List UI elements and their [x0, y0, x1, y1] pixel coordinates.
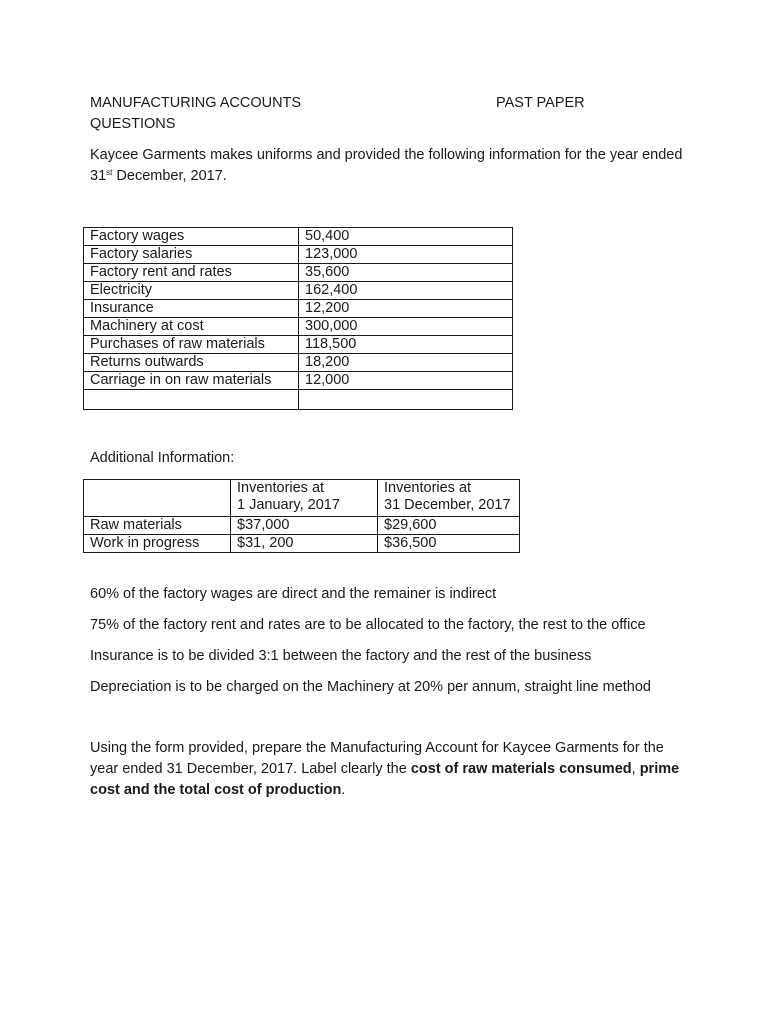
inventory-start-cell: $37,000 [231, 517, 378, 535]
intro-text: Kaycee Garments makes uniforms and provided the following information for the year ended 31 [90, 147, 683, 184]
table-row [84, 246, 513, 264]
cost-value-cell: 123,000 [299, 246, 513, 264]
document-title [90, 93, 301, 135]
instruction-paragraph [90, 738, 680, 801]
cost-value-cell: 12,200 [299, 300, 513, 318]
cost-label-cell: Factory rent and rates [84, 264, 299, 282]
cost-value-cell [299, 390, 513, 410]
instruction-comma: , [631, 761, 640, 777]
inventory-label-cell: Raw materials [84, 517, 231, 535]
inventory-header-cell: Inventories at 1 January, 2017 [231, 480, 378, 517]
title-line-2: QUESTIONS [90, 116, 176, 132]
title-line-1: MANUFACTURING ACCOUNTS [90, 95, 302, 111]
table-row [84, 282, 513, 300]
cost-label-cell [84, 390, 299, 410]
cost-value-cell: 18,200 [299, 354, 513, 372]
past-paper-label: PAST PAPER [496, 95, 585, 111]
cost-label-cell: Electricity [84, 282, 299, 300]
note-insurance: Insurance is to be divided 3:1 between the factory and the rest of the business [90, 648, 592, 664]
cost-value-cell: 35,600 [299, 264, 513, 282]
note-rent-rates: 75% of the factory rent and rates are to be allocated to the factory, the rest to the office [90, 617, 646, 633]
table-row [84, 535, 520, 553]
instruction-period: . [341, 782, 346, 798]
table-row [84, 372, 513, 390]
cost-label-cell: Insurance [84, 300, 299, 318]
table-row [84, 390, 513, 410]
cost-label-cell: Purchases of raw materials [84, 336, 299, 354]
cost-value-cell: 162,400 [299, 282, 513, 300]
table-row [84, 318, 513, 336]
note-factory-wages: 60% of the factory wages are direct and the remainer is indirect [90, 586, 497, 602]
inventory-end-cell: $36,500 [378, 535, 520, 553]
cost-value-cell: 118,500 [299, 336, 513, 354]
table-row [84, 228, 513, 246]
table-row [84, 264, 513, 282]
intro-text-end: December, 2017. [112, 168, 227, 184]
inventory-start-cell: $31, 200 [231, 535, 378, 553]
intro-paragraph [90, 145, 690, 187]
cost-value-cell: 50,400 [299, 228, 513, 246]
additional-info-heading: Additional Information: [90, 450, 235, 466]
table-row [84, 300, 513, 318]
inventory-header-row [84, 480, 520, 517]
cost-label-cell: Carriage in on raw materials [84, 372, 299, 390]
inventory-header-cell: Inventories at 31 December, 2017 [378, 480, 520, 517]
cost-value-cell: 300,000 [299, 318, 513, 336]
table-row [84, 517, 520, 535]
cost-label-cell: Factory wages [84, 228, 299, 246]
cost-table [83, 227, 513, 410]
inventory-table [83, 479, 520, 553]
table-row [84, 354, 513, 372]
cost-label-cell: Returns outwards [84, 354, 299, 372]
instruction-bold-raw-materials: cost of raw materials consumed [410, 761, 632, 777]
intro-superscript: st [106, 168, 113, 177]
instruction-bold-costs: prime cost and the total cost of production [90, 761, 680, 798]
inventory-header-cell [84, 480, 231, 517]
inventory-end-cell: $29,600 [378, 517, 520, 535]
inventory-label-cell: Work in progress [84, 535, 231, 553]
table-row [84, 336, 513, 354]
cost-value-cell: 12,000 [299, 372, 513, 390]
instruction-text: Using the form provided, prepare the Manufacturing Account for Kaycee Garments for the year ended 31 December, 2017. Label clearly the [90, 740, 664, 777]
cost-label-cell: Factory salaries [84, 246, 299, 264]
note-depreciation: Depreciation is to be charged on the Machinery at 20% per annum, straight line method [90, 679, 651, 695]
cost-label-cell: Machinery at cost [84, 318, 299, 336]
